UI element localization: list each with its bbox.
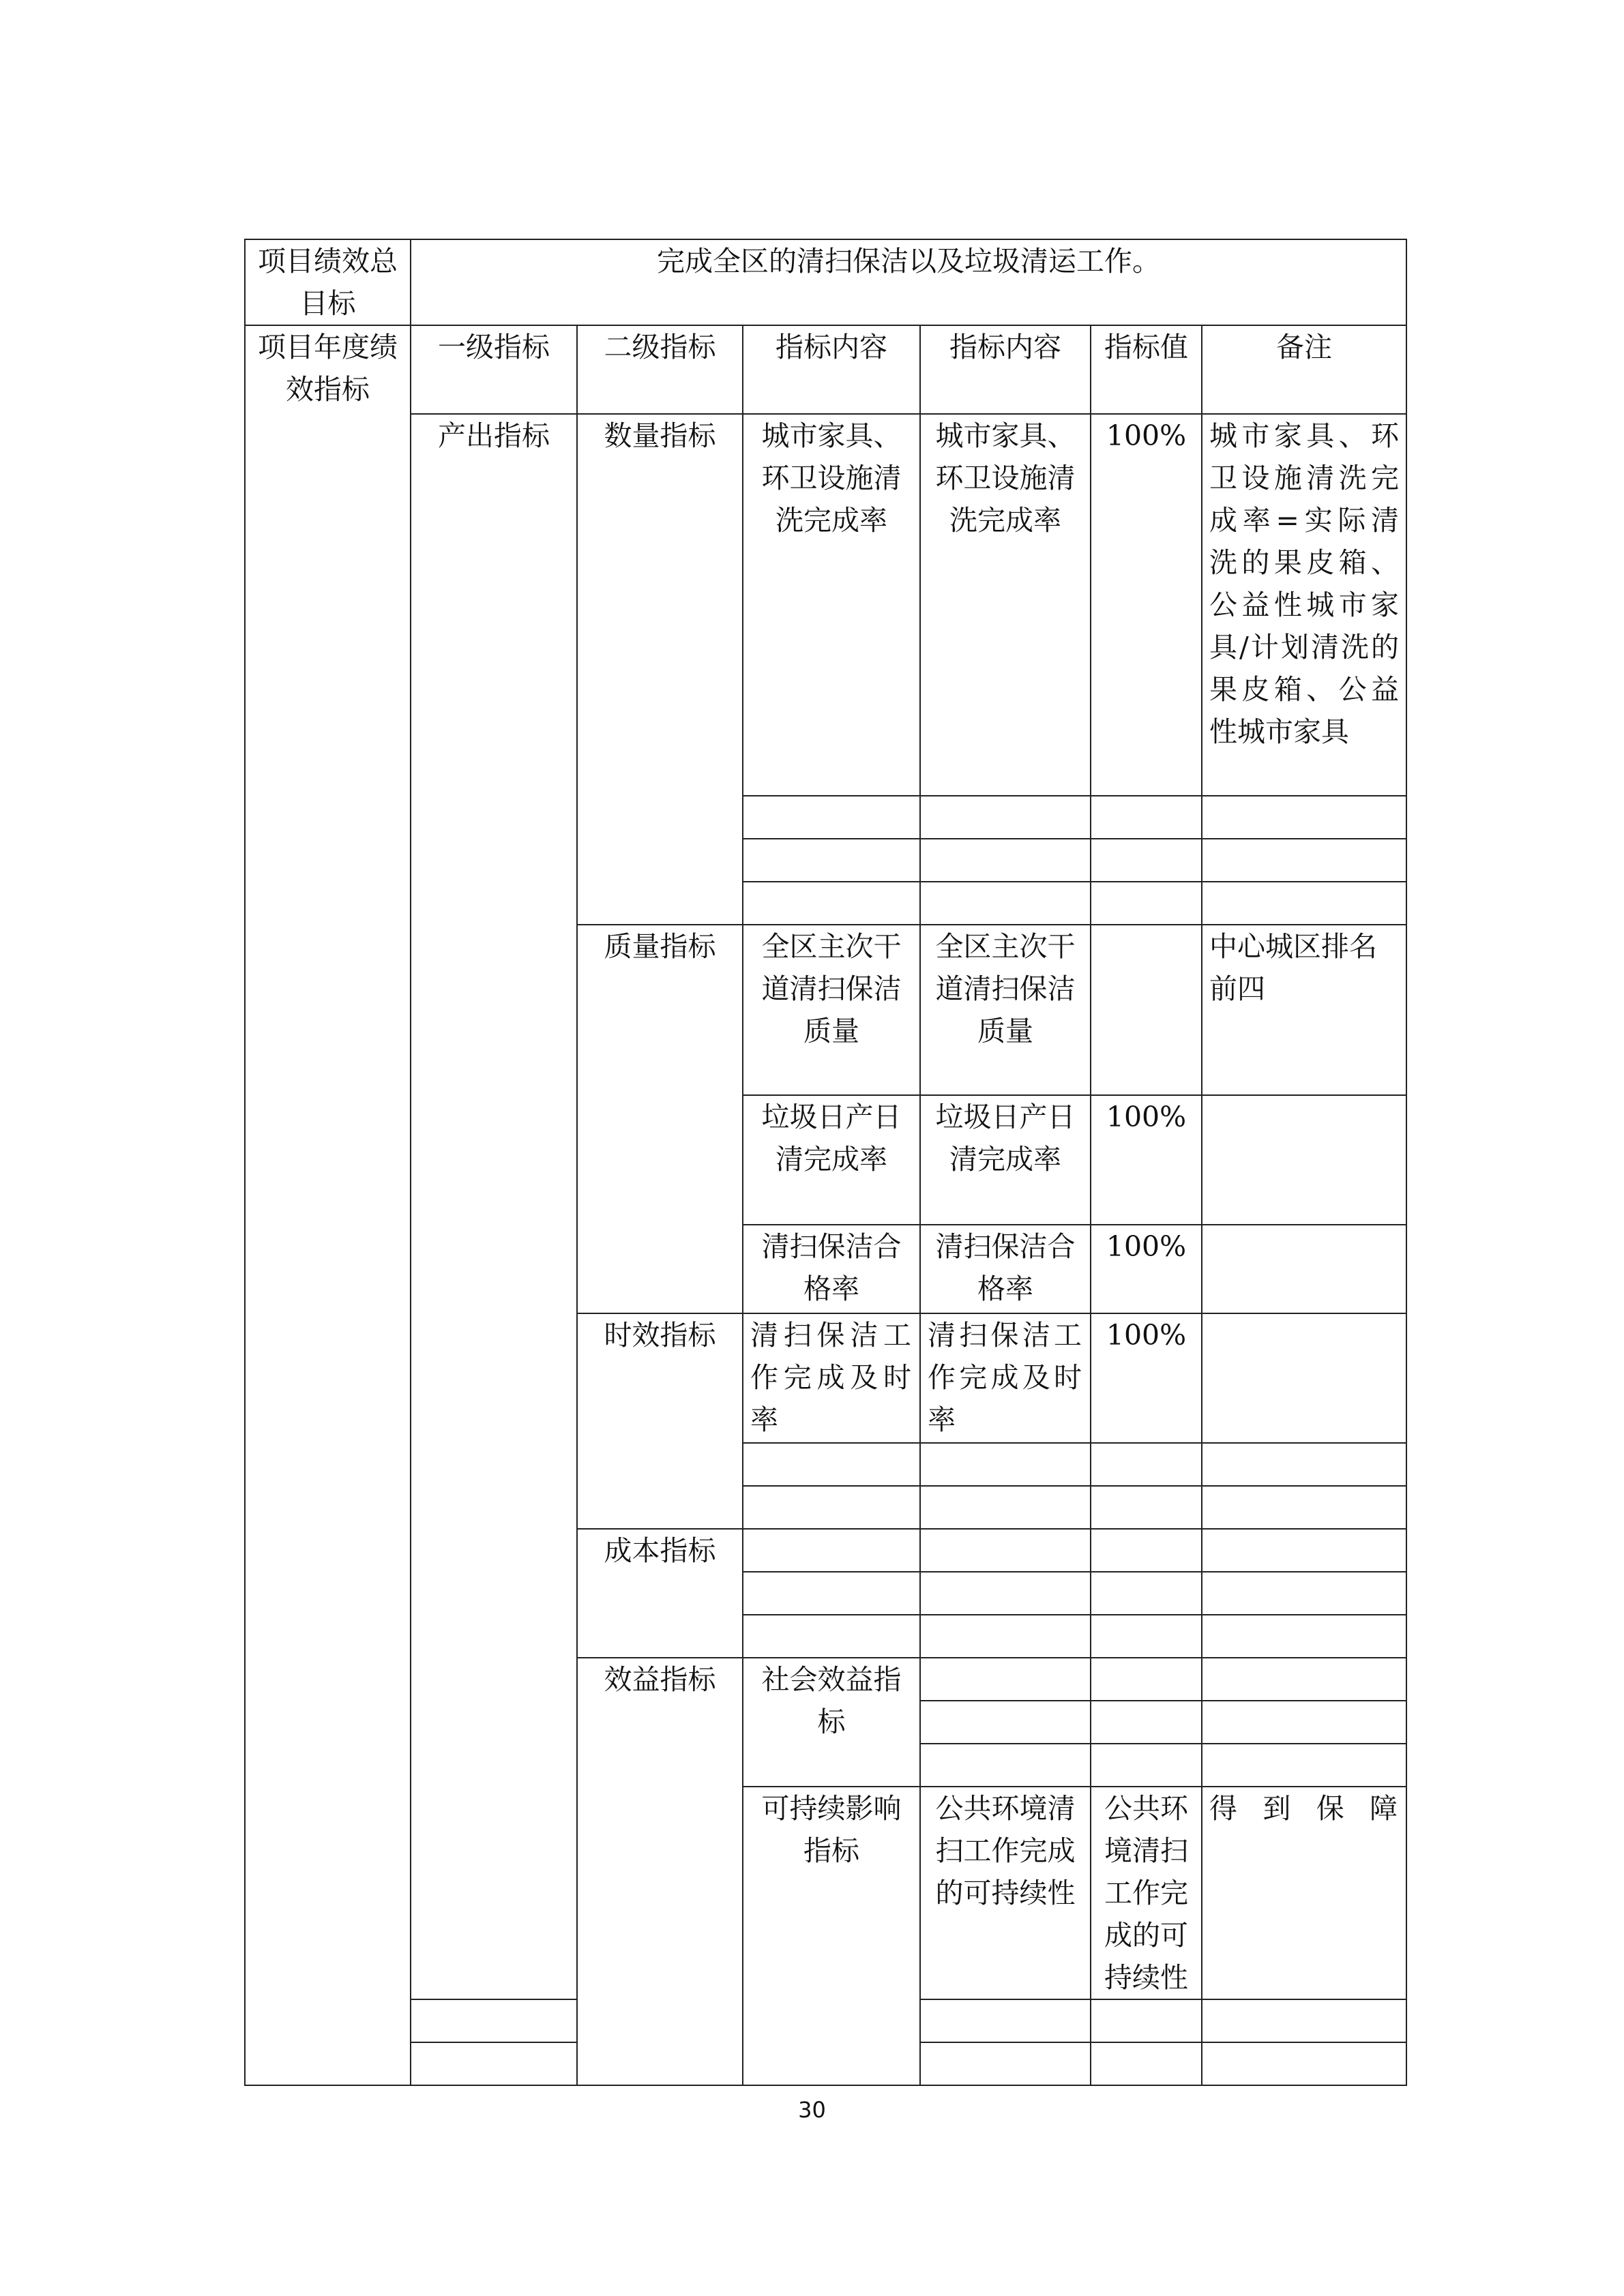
quantity-value: 100% xyxy=(1091,414,1202,796)
col-value-header: 指标值 xyxy=(1091,325,1202,414)
timeliness-content-b: 清扫保洁工作完成及时率 xyxy=(920,1313,1091,1443)
annual-indicator-label: 项目年度绩效指标 xyxy=(245,325,411,2085)
col-content-a-header: 指标内容 xyxy=(743,325,920,414)
quality-1-content-a: 全区主次干道清扫保洁质量 xyxy=(743,925,920,1095)
total-goal-label: 项目绩效总目标 xyxy=(245,239,411,325)
sub-cost-label: 成本指标 xyxy=(577,1529,743,1658)
quantity-content-b: 城市家具、环卫设施清洗完成率 xyxy=(920,414,1091,796)
quality-3-content-a: 清扫保洁合格率 xyxy=(743,1225,920,1313)
timeliness-value: 100% xyxy=(1091,1313,1202,1443)
sustain-value: 得到保障 xyxy=(1202,1787,1406,1999)
quality-1-content-b: 全区主次干道清扫保洁质量 xyxy=(920,925,1091,1095)
quality-1-remark: 中心城区排名前四 xyxy=(1202,925,1406,1095)
quality-3-remark xyxy=(1202,1225,1406,1313)
quality-1-value xyxy=(1091,925,1202,1095)
performance-indicator-table xyxy=(244,239,1407,2086)
sustain-content-b: 公共环境清扫工作完成的可持续性 xyxy=(1091,1787,1202,1999)
col-level1-header: 一级指标 xyxy=(411,325,577,414)
col-remark-header: 备注 xyxy=(1202,325,1406,414)
quality-2-content-b: 垃圾日产日清完成率 xyxy=(920,1095,1091,1225)
quality-2-content-a: 垃圾日产日清完成率 xyxy=(743,1095,920,1225)
quality-2-remark xyxy=(1202,1095,1406,1225)
sub-social-label: 社会效益指标 xyxy=(743,1658,920,1787)
column-header-row xyxy=(245,325,1406,414)
table-row xyxy=(245,414,1406,796)
quality-2-value: 100% xyxy=(1091,1095,1202,1225)
sustain-content-a: 公共环境清扫工作完成的可持续性 xyxy=(920,1787,1091,1999)
quantity-content-a: 城市家具、环卫设施清洗完成率 xyxy=(743,414,920,796)
total-goal-row xyxy=(245,239,1406,325)
group-output-label: 产出指标 xyxy=(411,414,577,1999)
total-goal-value: 完成全区的清扫保洁以及垃圾清运工作。 xyxy=(411,239,1406,325)
sub-sustain-label: 可持续影响指标 xyxy=(743,1787,920,2085)
sub-quality-label: 质量指标 xyxy=(577,925,743,1313)
group-benefit-label: 效益指标 xyxy=(577,1658,743,2085)
sub-quantity-label: 数量指标 xyxy=(577,414,743,925)
timeliness-content-a: 清扫保洁工作完成及时率 xyxy=(743,1313,920,1443)
quantity-remark: 城市家具、环卫设施清洗完成率=实际清洗的果皮箱、公益性城市家具/计划清洗的果皮箱、公益性城市家具 xyxy=(1202,414,1406,796)
timeliness-remark xyxy=(1202,1313,1406,1443)
col-level2-header: 二级指标 xyxy=(577,325,743,414)
quality-3-content-b: 清扫保洁合格率 xyxy=(920,1225,1091,1313)
col-content-b-header: 指标内容 xyxy=(920,325,1091,414)
page-number: 30 xyxy=(798,2097,826,2123)
quality-3-value: 100% xyxy=(1091,1225,1202,1313)
sub-timeliness-label: 时效指标 xyxy=(577,1313,743,1529)
